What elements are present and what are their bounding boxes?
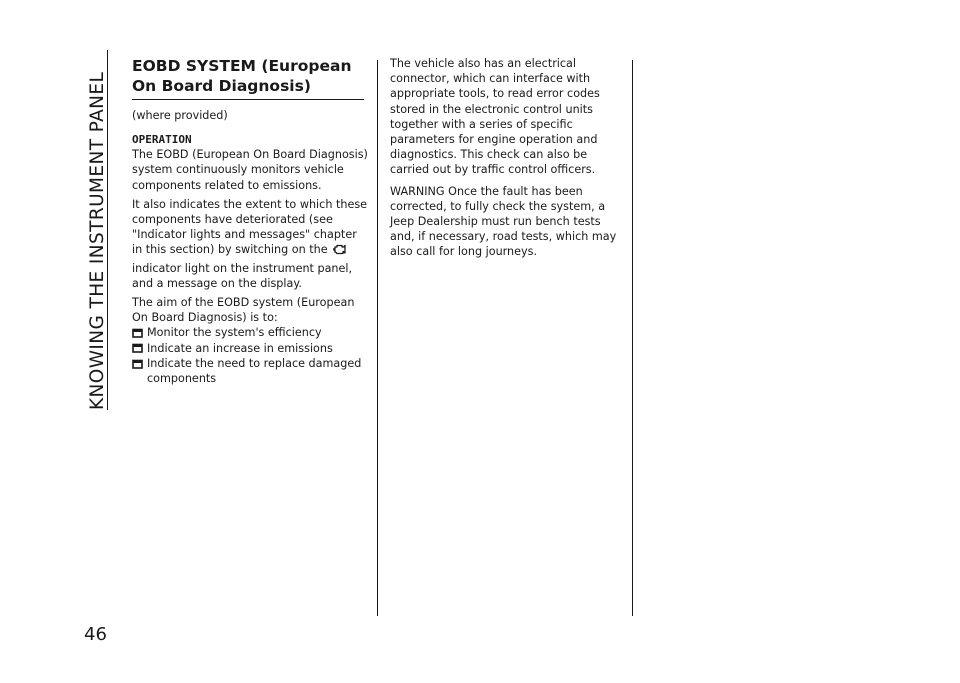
page-number: 46: [84, 624, 107, 645]
engine-warning-icon: [333, 243, 347, 260]
column-1: [132, 56, 368, 386]
side-divider: [107, 50, 108, 410]
column-divider-1: [377, 60, 378, 616]
list-item: [132, 356, 368, 386]
chapter-title: KNOWING THE INSTRUMENT PANEL: [86, 71, 108, 410]
aims-list: [132, 325, 368, 386]
section-title: [132, 56, 364, 100]
paragraph-2-text-a: It also indicates the extent to which these components have deteriorated (see "Indicator lights and messages" chapter in this section) by switching on the: [132, 197, 368, 257]
checkbox-bullet-icon: [132, 359, 144, 369]
operation-paragraph-3: The aim of the EOBD system (European On Board Diagnosis) is to:: [132, 296, 355, 325]
chapter-side-tab: [80, 50, 114, 410]
paragraph-2-text-b: indicator light on the instrument panel, and a message on the display.: [132, 261, 353, 290]
list-item-text: Indicate an increase in emissions: [147, 341, 333, 355]
checkbox-bullet-icon: [132, 328, 144, 338]
column-2: [390, 56, 626, 260]
operation-heading: OPERATION: [132, 133, 192, 147]
section-title-line1: EOBD SYSTEM (European: [132, 57, 352, 75]
operation-paragraph-1: The EOBD (European On Board Diagnosis) system continuously monitors vehicle components related to emissions.: [132, 148, 368, 192]
list-item-text: Monitor the system's efficiency: [147, 326, 322, 340]
list-item-text: Indicate the need to replace damaged components: [147, 356, 362, 386]
section-title-line2: On Board Diagnosis): [132, 77, 311, 95]
connector-paragraph: The vehicle also has an electrical connector, which can interface with appropriate tools, to read error codes stored in the electronic control units together with a series of specific parameters for engine operation and diagnostics. This check can also be carried out by traffic control officers.: [390, 57, 600, 177]
list-item: [132, 341, 368, 356]
operation-paragraph-2: [132, 197, 368, 291]
availability-note: (where provided): [132, 109, 228, 122]
column-divider-2: [632, 60, 633, 616]
list-item: [132, 325, 368, 340]
warning-paragraph: WARNING Once the fault has been corrected, to fully check the system, a Jeep Dealership must run bench tests and, if necessary, road tests, which may also call for long journeys.: [390, 184, 617, 259]
checkbox-bullet-icon: [132, 343, 144, 353]
